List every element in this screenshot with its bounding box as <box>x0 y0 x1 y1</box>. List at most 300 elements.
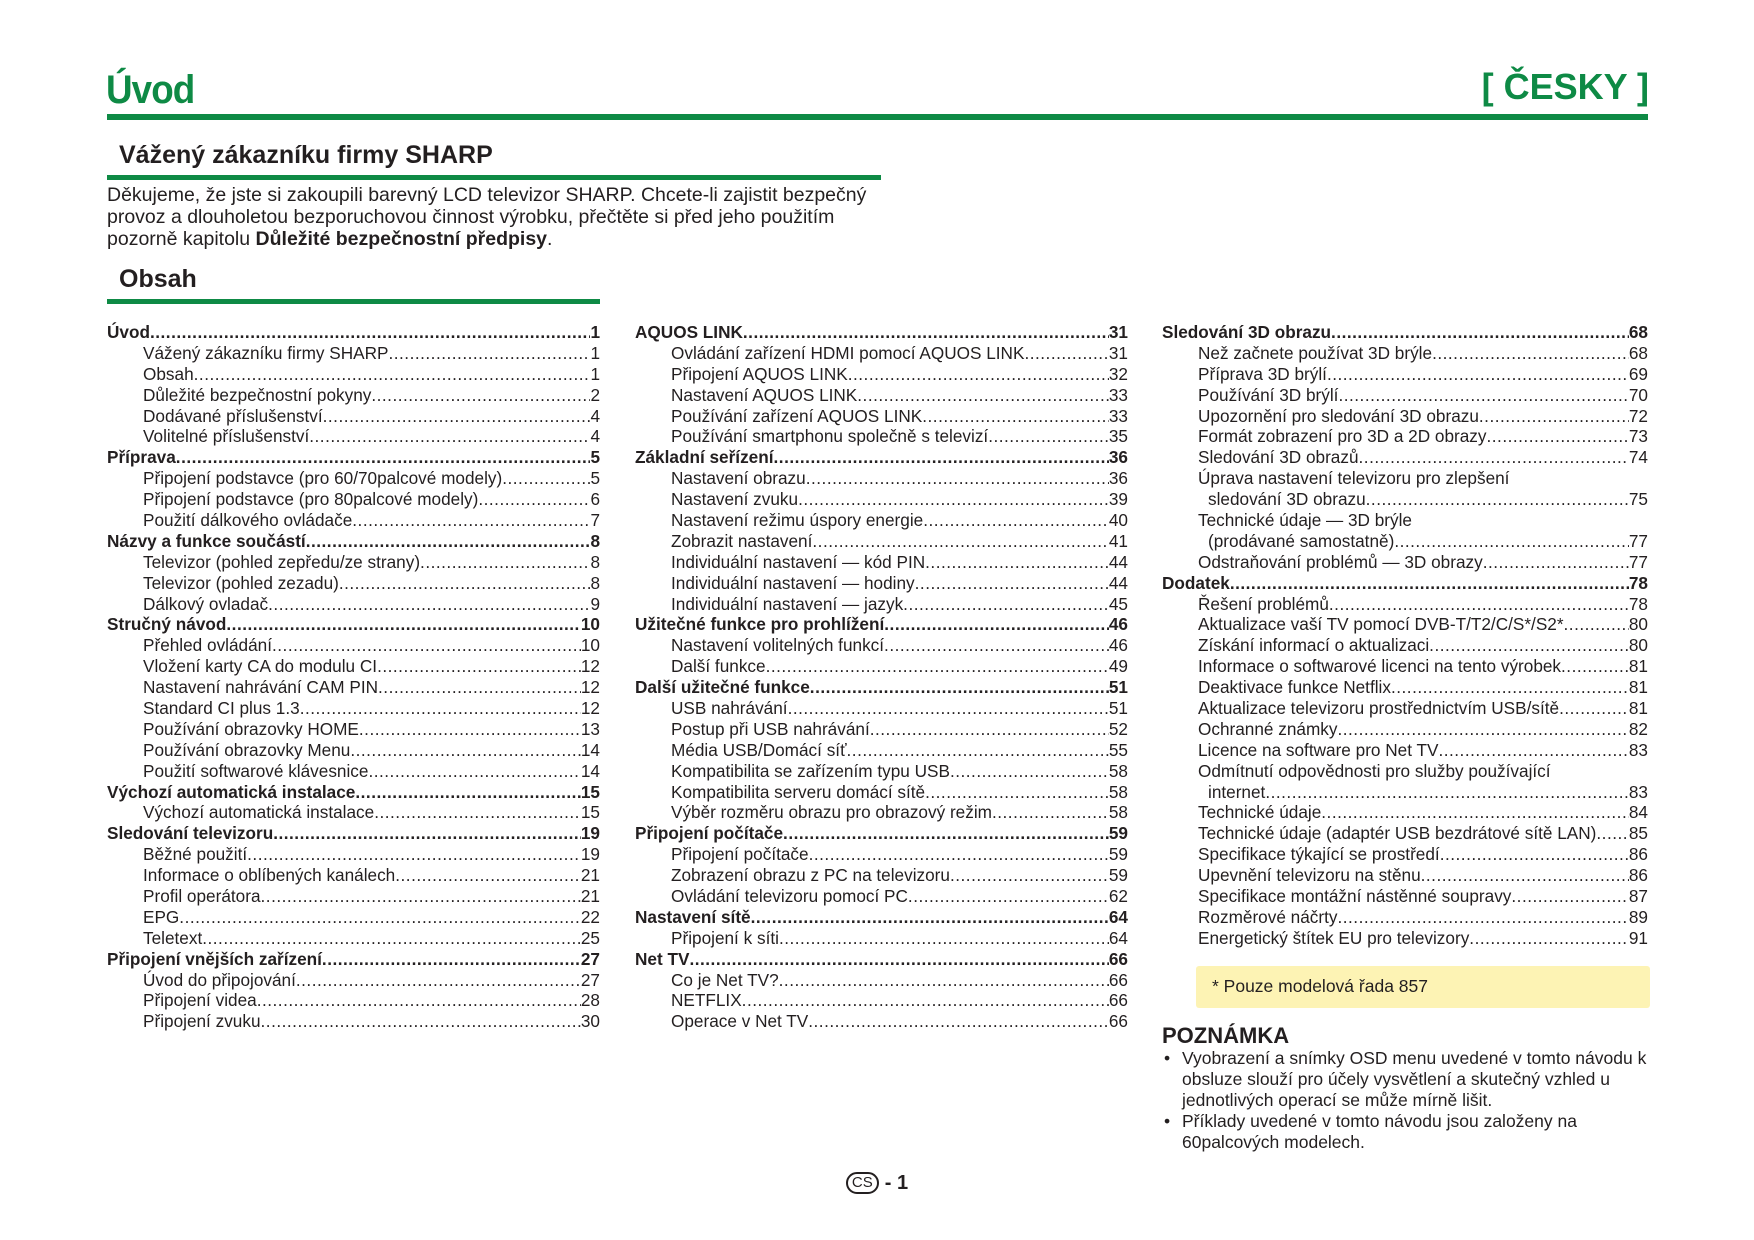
toc-dot-leader <box>309 426 590 447</box>
toc-dot-leader <box>350 740 581 761</box>
toc-dot-leader <box>950 865 1109 886</box>
toc-section-link[interactable] <box>107 949 600 970</box>
toc-page-number: 64 <box>1108 906 1128 927</box>
toc-label: Další funkce <box>671 656 766 677</box>
toc-entry-link[interactable] <box>107 928 600 949</box>
toc-entry-link[interactable] <box>635 573 1128 594</box>
toc-entry-link[interactable] <box>1162 865 1648 886</box>
toc-section-link[interactable] <box>107 322 600 343</box>
toc-entry-link[interactable] <box>107 719 600 740</box>
toc-section-link[interactable] <box>107 823 600 844</box>
toc-entry-link[interactable] <box>107 844 600 865</box>
toc-entry-link[interactable] <box>107 991 600 1012</box>
toc-entry-link[interactable] <box>107 698 600 719</box>
toc-dot-leader <box>950 761 1109 782</box>
toc-dot-leader <box>226 614 580 635</box>
toc-column-3 <box>1162 322 1648 949</box>
toc-dot-leader <box>323 406 591 427</box>
toc-label: Vážený zákazníku firmy SHARP <box>143 342 389 363</box>
toc-page-number: 33 <box>1108 384 1128 405</box>
toc-entry-link[interactable] <box>1162 656 1648 677</box>
toc-dot-leader <box>420 552 590 573</box>
toc-page-number: 30 <box>580 1011 600 1032</box>
welcome-paragraph-end: . <box>547 228 553 250</box>
toc-entry-link[interactable] <box>1162 844 1648 865</box>
toc-entry-link[interactable] <box>107 635 600 656</box>
page-footer <box>0 1172 1754 1195</box>
toc-entry-link[interactable] <box>635 802 1128 823</box>
toc-page-number: 78 <box>1628 572 1648 593</box>
toc-label: Formát zobrazení pro 3D a 2D obrazy <box>1198 426 1487 447</box>
toc-dot-leader <box>743 322 1109 343</box>
toc-page-number: 81 <box>1628 677 1648 698</box>
remark-item-text: Vyobrazení a snímky OSD menu uvedené v tomto návodu k obsluze slouží pro účely vysvětlení a skutečný vzhled u jednotlivých operací se může mírně lišit. <box>1182 1048 1647 1110</box>
toc-entry-link[interactable] <box>107 907 600 928</box>
toc-entry-link[interactable] <box>107 677 600 698</box>
toc-dot-leader <box>388 343 590 364</box>
toc-label: Nastavení režimu úspory energie <box>671 510 924 530</box>
toc-section-link[interactable] <box>635 907 1128 928</box>
toc-entry-link[interactable] <box>635 719 1128 740</box>
toc-page-number: 59 <box>1108 865 1128 886</box>
toc-entry-link[interactable] <box>1162 426 1648 447</box>
toc-dot-leader <box>1366 489 1629 510</box>
toc-label: Postup při USB nahrávání <box>671 718 870 739</box>
toc-entry-link[interactable] <box>107 489 600 510</box>
toc-dot-leader <box>272 635 581 656</box>
toc-entry-link[interactable] <box>1162 406 1648 427</box>
toc-label: Používání obrazovky Menu <box>143 739 351 760</box>
toc-dot-leader <box>848 364 1109 385</box>
toc-page-number: 87 <box>1628 886 1648 907</box>
toc-label: Informace o oblíbených kanálech <box>143 865 396 886</box>
toc-page-number: 8 <box>590 572 600 593</box>
toc-page-number: 55 <box>1108 739 1128 760</box>
toc-dot-leader <box>884 635 1109 656</box>
toc-entry-link[interactable] <box>635 865 1128 886</box>
toc-page-number: 66 <box>1108 1011 1128 1032</box>
toc-dot-leader <box>925 782 1109 803</box>
toc-dot-leader <box>923 510 1109 531</box>
toc-page-number: 75 <box>1628 489 1648 510</box>
toc-dot-leader <box>1432 343 1629 364</box>
toc-label: Užitečné funkce pro prohlížení <box>635 614 885 635</box>
toc-entry-link[interactable] <box>1162 823 1648 844</box>
toc-label: Média USB/Domácí síť <box>671 739 847 760</box>
toc-label: Názvy a funkce součástí <box>107 530 306 551</box>
toc-page-number: 51 <box>1108 677 1128 698</box>
toc-dot-leader <box>202 928 581 949</box>
toc-entry-link[interactable] <box>635 594 1128 615</box>
toc-page-number: 27 <box>580 948 600 969</box>
toc-entry-link[interactable] <box>1162 698 1648 719</box>
toc-page-number: 82 <box>1628 718 1648 739</box>
toc-label: Specifikace týkající se prostředí <box>1198 844 1440 865</box>
toc-label: Standard CI plus 1.3 <box>143 698 300 719</box>
toc-section-link[interactable] <box>107 782 600 803</box>
toc-entry-link[interactable] <box>1162 468 1648 489</box>
toc-entry-link[interactable] <box>107 343 600 364</box>
toc-dot-leader <box>808 1011 1109 1032</box>
safety-chapter-reference: Důležité bezpečnostní předpisy <box>255 228 548 250</box>
toc-label: Použití dálkového ovládače <box>143 510 353 530</box>
toc-page-number: 22 <box>580 906 600 927</box>
toc-section-link[interactable] <box>635 447 1128 468</box>
toc-dot-leader <box>742 991 1109 1012</box>
toc-page-number: 81 <box>1628 698 1648 719</box>
toc-dot-leader <box>806 468 1109 489</box>
toc-column-1 <box>107 322 600 1032</box>
toc-label: Dodávané příslušenství <box>143 405 323 426</box>
toc-page-number: 66 <box>1108 948 1128 969</box>
toc-page-number: 35 <box>1108 426 1128 447</box>
toc-entry-link[interactable] <box>1162 510 1648 531</box>
toc-page-number: 58 <box>1108 802 1128 823</box>
toc-page-number: 14 <box>580 739 600 760</box>
toc-dot-leader <box>355 782 581 803</box>
remark-item-text: Příklady uvedené v tomto návodu jsou založeny na 60palcových modelech. <box>1182 1111 1577 1152</box>
toc-label: Nastavení obrazu <box>671 468 806 489</box>
toc-dot-leader <box>377 656 581 677</box>
toc-entry-link[interactable] <box>635 928 1128 949</box>
toc-page-number: 9 <box>590 593 600 614</box>
toc-entry-link[interactable] <box>635 489 1128 510</box>
toc-page-number: 86 <box>1628 844 1648 865</box>
toc-dot-leader <box>1391 677 1629 698</box>
toc-page-number: 77 <box>1628 551 1648 572</box>
toc-label: Aktualizace televizoru prostřednictvím USB/sítě <box>1198 698 1560 719</box>
toc-page-number: 6 <box>590 489 600 510</box>
toc-dot-leader <box>812 531 1108 552</box>
toc-label: Připojení podstavce (pro 80palcové modely) <box>143 489 479 510</box>
toc-entry-link[interactable] <box>635 740 1128 761</box>
remark-item <box>1162 1111 1662 1153</box>
toc-label: Televizor (pohled zezadu) <box>143 572 339 593</box>
toc-label: Vložení karty CA do modulu CI <box>143 656 378 677</box>
toc-label: Zobrazit nastavení <box>671 530 813 551</box>
toc-entry-link[interactable] <box>635 970 1128 991</box>
toc-page-number: 4 <box>590 426 600 447</box>
toc-dot-leader <box>1337 719 1628 740</box>
toc-entry-link[interactable] <box>635 385 1128 406</box>
toc-label: Nastavení AQUOS LINK <box>671 384 858 405</box>
toc-entry-link[interactable] <box>635 635 1128 656</box>
toc-entry-link[interactable] <box>107 1011 600 1032</box>
toc-dot-leader <box>378 677 581 698</box>
toc-section-link[interactable] <box>107 447 600 468</box>
toc-entry-link[interactable] <box>635 510 1128 531</box>
toc-entry-link[interactable] <box>1162 552 1648 573</box>
toc-entry-link[interactable] <box>1162 489 1648 510</box>
toc-page-number: 7 <box>590 510 600 530</box>
toc-dot-leader <box>502 468 590 489</box>
toc-entry-link[interactable] <box>1162 447 1648 468</box>
toc-section-link[interactable] <box>635 677 1128 698</box>
toc-entry-link[interactable] <box>1162 782 1648 803</box>
toc-entry-link[interactable] <box>107 740 600 761</box>
toc-label: NETFLIX <box>671 990 742 1011</box>
toc-label: Připojení AQUOS LINK <box>671 363 848 384</box>
toc-page-number: 31 <box>1108 322 1128 342</box>
toc-entry-link[interactable] <box>635 426 1128 447</box>
toc-label: Úprava nastavení televizoru pro zlepšení <box>1198 468 1510 489</box>
toc-entry-link[interactable] <box>635 886 1128 907</box>
toc-dot-leader <box>1230 573 1629 594</box>
toc-entry-link[interactable] <box>1162 886 1648 907</box>
toc-entry-link[interactable] <box>1162 802 1648 823</box>
toc-label: Dálkový ovladač <box>143 593 269 614</box>
header-rule <box>107 114 1648 120</box>
toc-dot-leader <box>179 907 581 928</box>
toc-label: Řešení problémů <box>1198 593 1329 614</box>
toc-page-number: 36 <box>1108 468 1128 489</box>
toc-entry-link[interactable] <box>635 991 1128 1012</box>
toc-entry-link[interactable] <box>107 510 600 531</box>
toc-entry-link[interactable] <box>1162 677 1648 698</box>
toc-label: Technické údaje <box>1198 802 1322 823</box>
toc-label: Individuální nastavení — jazyk <box>671 593 904 614</box>
toc-entry-link[interactable] <box>635 364 1128 385</box>
toc-page-number: 59 <box>1108 823 1128 844</box>
toc-dot-leader <box>247 844 581 865</box>
toc-section-link[interactable] <box>1162 573 1648 594</box>
toc-page-number: 1 <box>590 363 600 384</box>
toc-page-number: 19 <box>580 823 600 844</box>
toc-page-number: 33 <box>1108 405 1128 426</box>
toc-label: Licence na software pro Net TV <box>1198 739 1439 760</box>
toc-dot-leader <box>870 719 1109 740</box>
toc-entry-link[interactable] <box>107 761 600 782</box>
toc-entry-link[interactable] <box>635 844 1128 865</box>
toc-page-number: 70 <box>1628 384 1648 405</box>
toc-dot-leader <box>359 719 581 740</box>
toc-entry-link[interactable] <box>635 552 1128 573</box>
toc-page-number: 25 <box>580 927 600 948</box>
toc-entry-link[interactable] <box>1162 614 1648 635</box>
toc-label: Ovládání zařízení HDMI pomocí AQUOS LINK <box>671 342 1025 363</box>
toc-entry-link[interactable] <box>107 426 600 447</box>
toc-label: Běžné použití <box>143 844 248 865</box>
toc-page-number: 39 <box>1108 489 1128 510</box>
toc-entry-link[interactable] <box>107 573 600 594</box>
toc-page-number: 10 <box>580 635 600 656</box>
toc-page-number: 91 <box>1628 927 1648 948</box>
toc-page-number: 85 <box>1628 823 1648 844</box>
toc-dot-leader <box>306 531 591 552</box>
remark-heading: POZNÁMKA <box>1162 1023 1290 1048</box>
toc-label: Technické údaje (adaptér USB bezdrátové sítě LAN) <box>1198 823 1597 844</box>
toc-dot-leader <box>1331 322 1629 343</box>
toc-page-number: 58 <box>1108 760 1128 781</box>
toc-page-number: 59 <box>1108 844 1128 865</box>
toc-label: Individuální nastavení — hodiny <box>671 572 915 593</box>
toc-page-number: 44 <box>1108 551 1128 572</box>
toc-dot-leader <box>296 970 581 991</box>
toc-entry-link[interactable] <box>1162 531 1648 552</box>
toc-entry-link[interactable] <box>1162 761 1648 782</box>
toc-page-number: 31 <box>1108 342 1128 363</box>
toc-entry-link[interactable] <box>635 343 1128 364</box>
page-title: Úvod <box>106 68 195 112</box>
remark-list <box>1162 1048 1662 1153</box>
toc-dot-leader <box>751 907 1109 928</box>
toc-page-number: 80 <box>1628 614 1648 635</box>
toc-label: Než začnete používat 3D brýle <box>1198 342 1433 363</box>
toc-entry-link[interactable] <box>1162 719 1648 740</box>
toc-label: Připojení podstavce (pro 60/70palcové modely) <box>143 468 503 489</box>
toc-label: Používání obrazovky HOME <box>143 718 359 739</box>
toc-label: Technické údaje — 3D brýle <box>1198 510 1412 530</box>
toc-dot-leader <box>1321 802 1629 823</box>
toc-label: Kompatibilita serveru domácí sítě <box>671 781 926 802</box>
toc-label: Co je Net TV? <box>671 969 779 990</box>
toc-dot-leader <box>1487 426 1629 447</box>
toc-entry-link[interactable] <box>1162 594 1648 615</box>
toc-section-link[interactable] <box>635 949 1128 970</box>
toc-dot-leader <box>922 406 1109 427</box>
toc-dot-leader <box>368 761 580 782</box>
toc-dot-leader <box>273 823 581 844</box>
toc-label: Výběr rozměru obrazu pro obrazový režim <box>671 802 992 823</box>
toc-page-number: 40 <box>1108 510 1128 530</box>
toc-entry-link[interactable] <box>107 468 600 489</box>
toc-label: Energetický štítek EU pro televizory <box>1198 927 1470 948</box>
toc-dot-leader <box>322 949 581 970</box>
remark-item <box>1162 1048 1662 1111</box>
toc-entry-link[interactable] <box>1162 907 1648 928</box>
toc-page-number: 83 <box>1628 781 1648 802</box>
toc-label: Odstraňování problémů — 3D obrazy <box>1198 551 1483 572</box>
toc-dot-leader <box>1559 698 1629 719</box>
welcome-heading: Vážený zákazníku firmy SHARP <box>119 141 493 169</box>
toc-entry-link[interactable] <box>635 531 1128 552</box>
toc-entry-link[interactable] <box>107 594 600 615</box>
toc-page-number: 45 <box>1108 593 1128 614</box>
toc-page-number: 41 <box>1108 530 1128 551</box>
toc-dot-leader <box>261 886 581 907</box>
page-number: - 1 <box>884 1172 909 1194</box>
toc-entry-link[interactable] <box>635 1011 1128 1032</box>
toc-entry-link[interactable] <box>635 406 1128 427</box>
toc-label: Net TV <box>635 948 690 969</box>
toc-page-number: 86 <box>1628 865 1648 886</box>
toc-entry-link[interactable] <box>107 552 600 573</box>
toc-section-link[interactable] <box>635 322 1128 343</box>
toc-entry-link[interactable] <box>635 468 1128 489</box>
toc-page-number: 74 <box>1628 447 1648 468</box>
toc-dot-leader <box>1024 343 1108 364</box>
toc-entry-link[interactable] <box>1162 740 1648 761</box>
toc-dot-leader <box>1564 614 1629 635</box>
welcome-paragraph-text: Děkujeme, že jste si zakoupili barevný LCD televizor SHARP. Chcete-li zajistit bezpečný provoz a dlouholetou bezporuchovou činnost výrobku, přečtěte si před jeho použitím pozorně kapitolu <box>107 184 867 250</box>
toc-entry-link[interactable] <box>635 698 1128 719</box>
toc-entry-link[interactable] <box>107 656 600 677</box>
toc-dot-leader <box>1329 594 1629 615</box>
toc-dot-leader <box>1438 740 1628 761</box>
toc-dot-leader <box>847 740 1109 761</box>
toc-page-number: 78 <box>1628 593 1648 614</box>
toc-dot-leader <box>1337 907 1628 928</box>
toc-entry-link[interactable] <box>107 406 600 427</box>
toc-label: Sledování televizoru <box>107 823 274 844</box>
toc-label: Nastavení nahrávání CAM PIN <box>143 677 379 698</box>
toc-section-link[interactable] <box>635 823 1128 844</box>
toc-entry-link[interactable] <box>107 886 600 907</box>
toc-dot-leader <box>1561 656 1629 677</box>
toc-dot-leader <box>1483 552 1629 573</box>
toc-page-number: 12 <box>580 677 600 698</box>
toc-dot-leader <box>774 447 1109 468</box>
toc-page-number: 46 <box>1108 635 1128 656</box>
toc-page-number: 19 <box>580 844 600 865</box>
contents-heading-rule <box>107 299 600 304</box>
toc-page-number: 1 <box>590 342 600 363</box>
toc-section-link[interactable] <box>107 531 600 552</box>
toc-page-number: 66 <box>1108 969 1128 990</box>
toc-entry-link[interactable] <box>107 865 600 886</box>
toc-dot-leader <box>1338 385 1628 406</box>
toc-label: Dodatek <box>1162 572 1230 593</box>
toc-section-link[interactable] <box>107 614 600 635</box>
toc-page-number: 15 <box>580 781 600 802</box>
toc-page-number: 52 <box>1108 718 1128 739</box>
toc-label: Používání 3D brýlí <box>1198 384 1339 405</box>
toc-page-number: 68 <box>1628 342 1648 363</box>
toc-label: Ochranné známky <box>1198 718 1338 739</box>
toc-entry-link[interactable] <box>1162 364 1648 385</box>
toc-dot-leader <box>992 802 1109 823</box>
language-badge-icon: CS <box>846 1172 879 1194</box>
toc-label: Získání informací o aktualizaci <box>1198 635 1430 656</box>
toc-column-2 <box>635 322 1128 1032</box>
toc-label: internet <box>1208 781 1266 802</box>
toc-dot-leader <box>1440 844 1629 865</box>
footnote-text: * Pouze modelová řada 857 <box>1212 976 1428 996</box>
toc-dot-leader <box>810 677 1109 698</box>
toc-label: Výchozí automatická instalace <box>107 781 356 802</box>
toc-dot-leader <box>915 573 1109 594</box>
toc-entry-link[interactable] <box>107 970 600 991</box>
toc-entry-link[interactable] <box>107 802 600 823</box>
toc-label: EPG <box>143 906 180 927</box>
toc-label: Televizor (pohled zepředu/ze strany) <box>143 551 421 572</box>
toc-entry-link[interactable] <box>107 364 600 385</box>
toc-entry-link[interactable] <box>1162 385 1648 406</box>
toc-entry-link[interactable] <box>1162 343 1648 364</box>
toc-page-number: 27 <box>580 969 600 990</box>
toc-label: Nastavení volitelných funkcí <box>671 635 885 656</box>
toc-label: Volitelné příslušenství <box>143 426 310 447</box>
toc-page-number: 51 <box>1108 698 1128 719</box>
toc-entry-link[interactable] <box>635 782 1128 803</box>
toc-entry-link[interactable] <box>635 761 1128 782</box>
toc-page-number: 1 <box>590 322 600 342</box>
toc-page-number: 15 <box>580 802 600 823</box>
toc-entry-link[interactable] <box>107 385 600 406</box>
toc-dot-leader <box>988 426 1109 447</box>
toc-section-link[interactable] <box>1162 322 1648 343</box>
toc-dot-leader <box>1596 823 1628 844</box>
toc-dot-leader <box>925 552 1109 573</box>
toc-entry-link[interactable] <box>1162 928 1648 949</box>
toc-dot-leader <box>908 886 1109 907</box>
toc-entry-link[interactable] <box>1162 635 1648 656</box>
toc-section-link[interactable] <box>635 614 1128 635</box>
toc-entry-link[interactable] <box>635 656 1128 677</box>
toc-dot-leader <box>1359 447 1629 468</box>
toc-dot-leader <box>176 447 591 468</box>
toc-dot-leader <box>1421 865 1629 886</box>
